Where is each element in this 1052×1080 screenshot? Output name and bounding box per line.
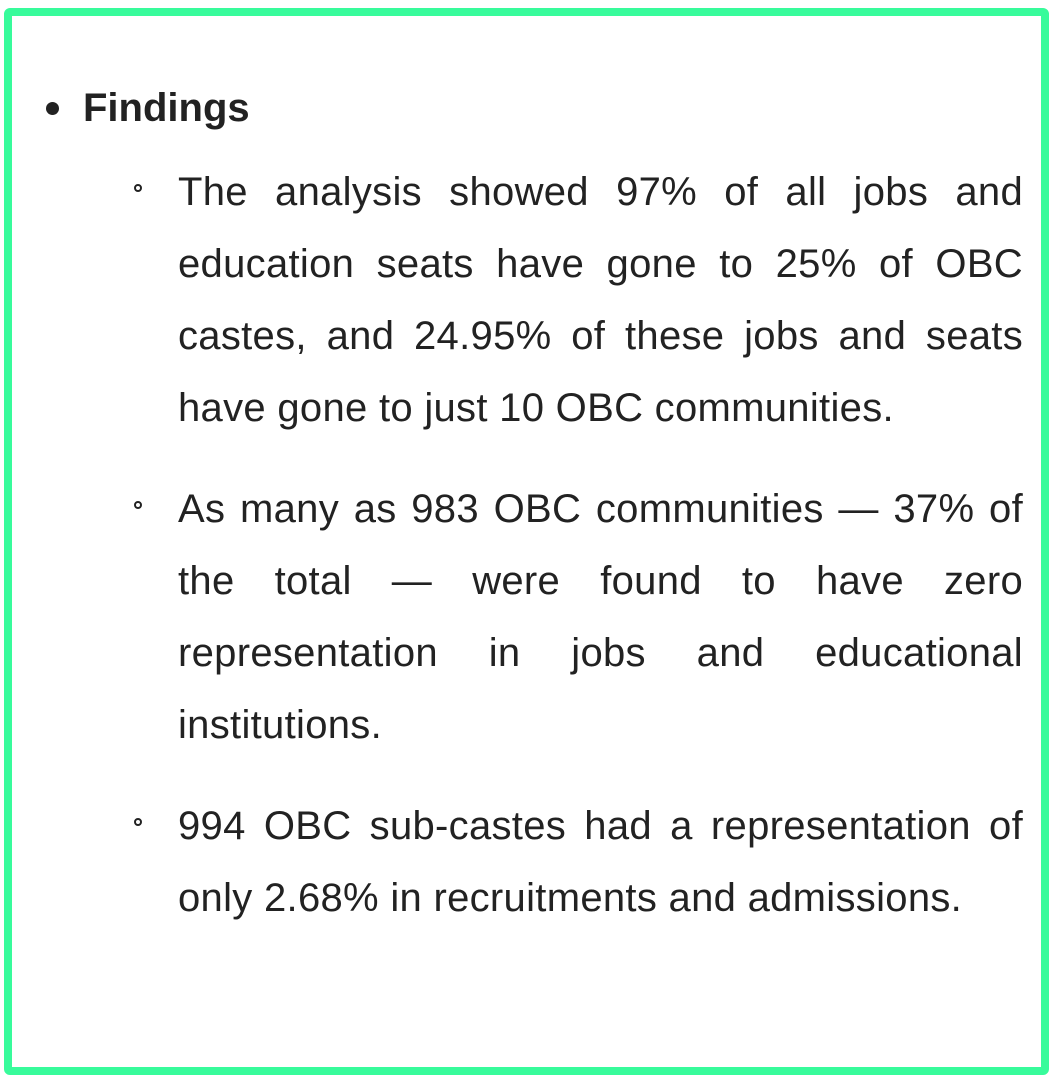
- hollow-bullet-icon: [134, 501, 142, 509]
- bullet-icon: [46, 102, 59, 115]
- list-item: [130, 790, 1023, 934]
- finding-text: The analysis showed 97% of all jobs and education seats have gone to 25% of OBC castes, and 24.95% of these jobs and seats have gone to just 10 OBC communities.: [178, 170, 1023, 430]
- finding-text: 994 OBC sub-castes had a representation of only 2.68% in recruitments and admissions.: [178, 804, 1023, 920]
- hollow-bullet-icon: [134, 818, 142, 826]
- findings-section: [12, 16, 1041, 1067]
- list-item: [130, 156, 1023, 444]
- list-item: [130, 473, 1023, 761]
- hollow-bullet-icon: [134, 184, 142, 192]
- content-frame: [4, 8, 1049, 1075]
- findings-heading: Findings: [83, 86, 250, 130]
- main-list-item: [46, 84, 250, 132]
- finding-text: As many as 983 OBC communities — 37% of the total — were found to have zero representation in jobs and educational institutions.: [178, 487, 1023, 747]
- findings-list: [130, 156, 1023, 963]
